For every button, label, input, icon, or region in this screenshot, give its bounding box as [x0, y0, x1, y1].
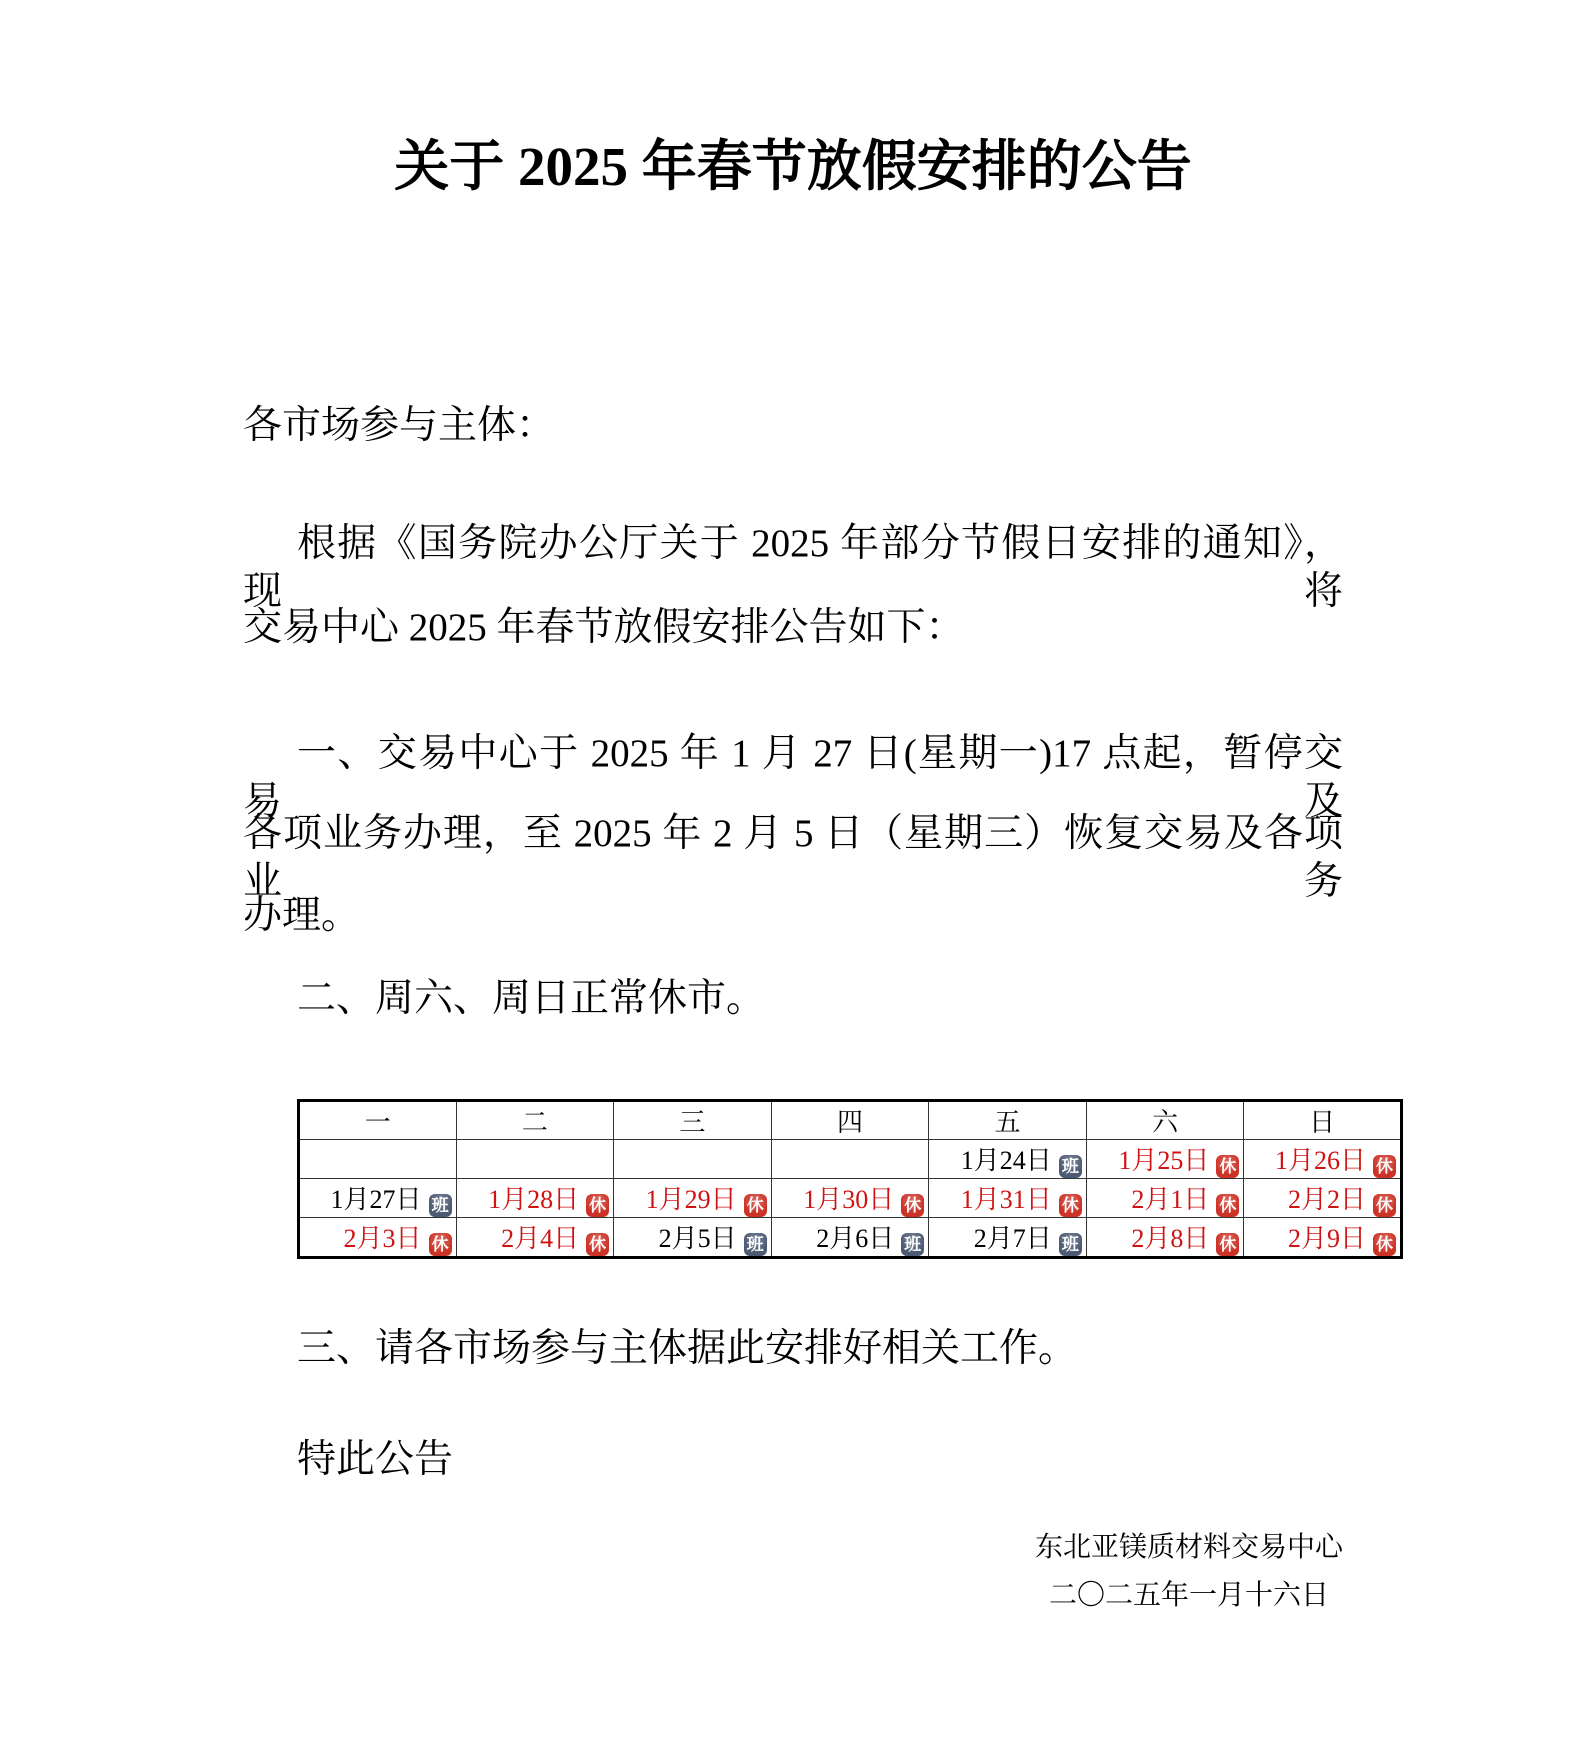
- calendar-day-cell: [929, 1218, 1087, 1258]
- calendar-date-label: 2月1日: [1131, 1185, 1210, 1214]
- calendar-day-cell: [614, 1218, 772, 1258]
- intro-line-2: 交易中心 2025 年春节放假安排公告如下：: [243, 606, 965, 649]
- rest-badge: 休: [429, 1233, 452, 1256]
- calendar-date-label: 1月27日: [330, 1185, 422, 1214]
- calendar-day-header: 四: [771, 1101, 929, 1140]
- calendar-day-cell: [929, 1179, 1087, 1218]
- calendar-date-label: 2月7日: [973, 1224, 1052, 1253]
- calendar-date-label: 1月31日: [960, 1185, 1052, 1214]
- rest-badge: 休: [901, 1194, 924, 1217]
- calendar-date-label: 1月26日: [1274, 1146, 1366, 1175]
- page-title: 关于 2025 年春节放假安排的公告: [394, 136, 1192, 197]
- calendar-date-label: 1月30日: [803, 1185, 895, 1214]
- calendar-day-cell: [771, 1179, 929, 1218]
- rest-badge: 休: [1373, 1194, 1396, 1217]
- calendar-date-label: 1月29日: [645, 1185, 737, 1214]
- sign-date: 二〇二五年一月十六日: [1048, 1580, 1329, 1611]
- calendar-day-cell: [1086, 1218, 1244, 1258]
- calendar-day-cell: [929, 1140, 1087, 1179]
- calendar-empty-cell: [614, 1140, 772, 1179]
- calendar-date-label: 2月9日: [1287, 1224, 1366, 1253]
- work-badge: 班: [901, 1233, 924, 1256]
- calendar-day-cell: [299, 1218, 457, 1258]
- calendar-day-cell: [1244, 1179, 1402, 1218]
- calendar-day-cell: [1086, 1140, 1244, 1179]
- rest-badge: 休: [1216, 1233, 1239, 1256]
- closing-line: 特此公告: [297, 1438, 454, 1481]
- calendar-empty-cell: [771, 1140, 929, 1179]
- item3-line: 三、请各市场参与主体据此安排好相关工作。: [297, 1327, 1078, 1370]
- calendar-date-label: 2月8日: [1131, 1224, 1210, 1253]
- salutation: 各市场参与主体：: [243, 404, 556, 447]
- calendar-date-label: 2月5日: [658, 1224, 737, 1253]
- calendar-week-row: [299, 1140, 1402, 1179]
- calendar-day-cell: [456, 1179, 614, 1218]
- calendar-day-cell: [1086, 1179, 1244, 1218]
- rest-badge: 休: [1216, 1194, 1239, 1217]
- calendar-date-label: 1月28日: [488, 1185, 580, 1214]
- calendar-day-header: 一: [299, 1101, 457, 1140]
- calendar-date-label: 2月6日: [816, 1224, 895, 1253]
- calendar-day-header: 日: [1244, 1101, 1402, 1140]
- calendar-date-label: 2月3日: [343, 1224, 422, 1253]
- intro-line-1: 根据《国务院办公厅关于 2025 年部分节假日安排的通知》，现将: [243, 522, 1343, 613]
- signer-name: 东北亚镁质材料交易中心: [1034, 1532, 1343, 1563]
- calendar-empty-cell: [456, 1140, 614, 1179]
- rest-badge: 休: [1373, 1155, 1396, 1178]
- calendar-day-header: 二: [456, 1101, 614, 1140]
- calendar-date-label: 2月4日: [501, 1224, 580, 1253]
- work-badge: 班: [429, 1194, 452, 1217]
- calendar-header-row: [299, 1101, 1402, 1140]
- calendar-week-row: [299, 1218, 1402, 1258]
- calendar-day-header: 五: [929, 1101, 1087, 1140]
- calendar-day-header: 六: [1086, 1101, 1244, 1140]
- calendar-day-cell: [456, 1218, 614, 1258]
- item1-line-2: 各项业务办理，至 2025 年 2 月 5 日（星期三）恢复交易及各项业务: [243, 812, 1343, 903]
- rest-badge: 休: [1059, 1194, 1082, 1217]
- calendar-empty-cell: [299, 1140, 457, 1179]
- calendar-date-label: 2月2日: [1287, 1185, 1366, 1214]
- rest-badge: 休: [586, 1233, 609, 1256]
- rest-badge: 休: [744, 1194, 767, 1217]
- work-badge: 班: [1059, 1233, 1082, 1256]
- calendar-day-cell: [1244, 1218, 1402, 1258]
- calendar-day-cell: [1244, 1140, 1402, 1179]
- item2-line: 二、周六、周日正常休市。: [297, 977, 766, 1020]
- calendar-day-header: 三: [614, 1101, 772, 1140]
- calendar-day-cell: [614, 1179, 772, 1218]
- calendar-day-cell: [771, 1218, 929, 1258]
- item1-line-1: 一、交易中心于 2025 年 1 月 27 日(星期一)17 点起，暂停交易及: [243, 732, 1343, 823]
- item1-line-3: 办理。: [243, 894, 361, 937]
- holiday-calendar-table: [297, 1099, 1403, 1259]
- calendar-date-label: 1月24日: [960, 1146, 1052, 1175]
- calendar-week-row: [299, 1179, 1402, 1218]
- calendar-date-label: 1月25日: [1118, 1146, 1210, 1175]
- rest-badge: 休: [1373, 1233, 1396, 1256]
- calendar-day-cell: [299, 1179, 457, 1218]
- rest-badge: 休: [586, 1194, 609, 1217]
- work-badge: 班: [744, 1233, 767, 1256]
- work-badge: 班: [1059, 1155, 1082, 1178]
- rest-badge: 休: [1216, 1155, 1239, 1178]
